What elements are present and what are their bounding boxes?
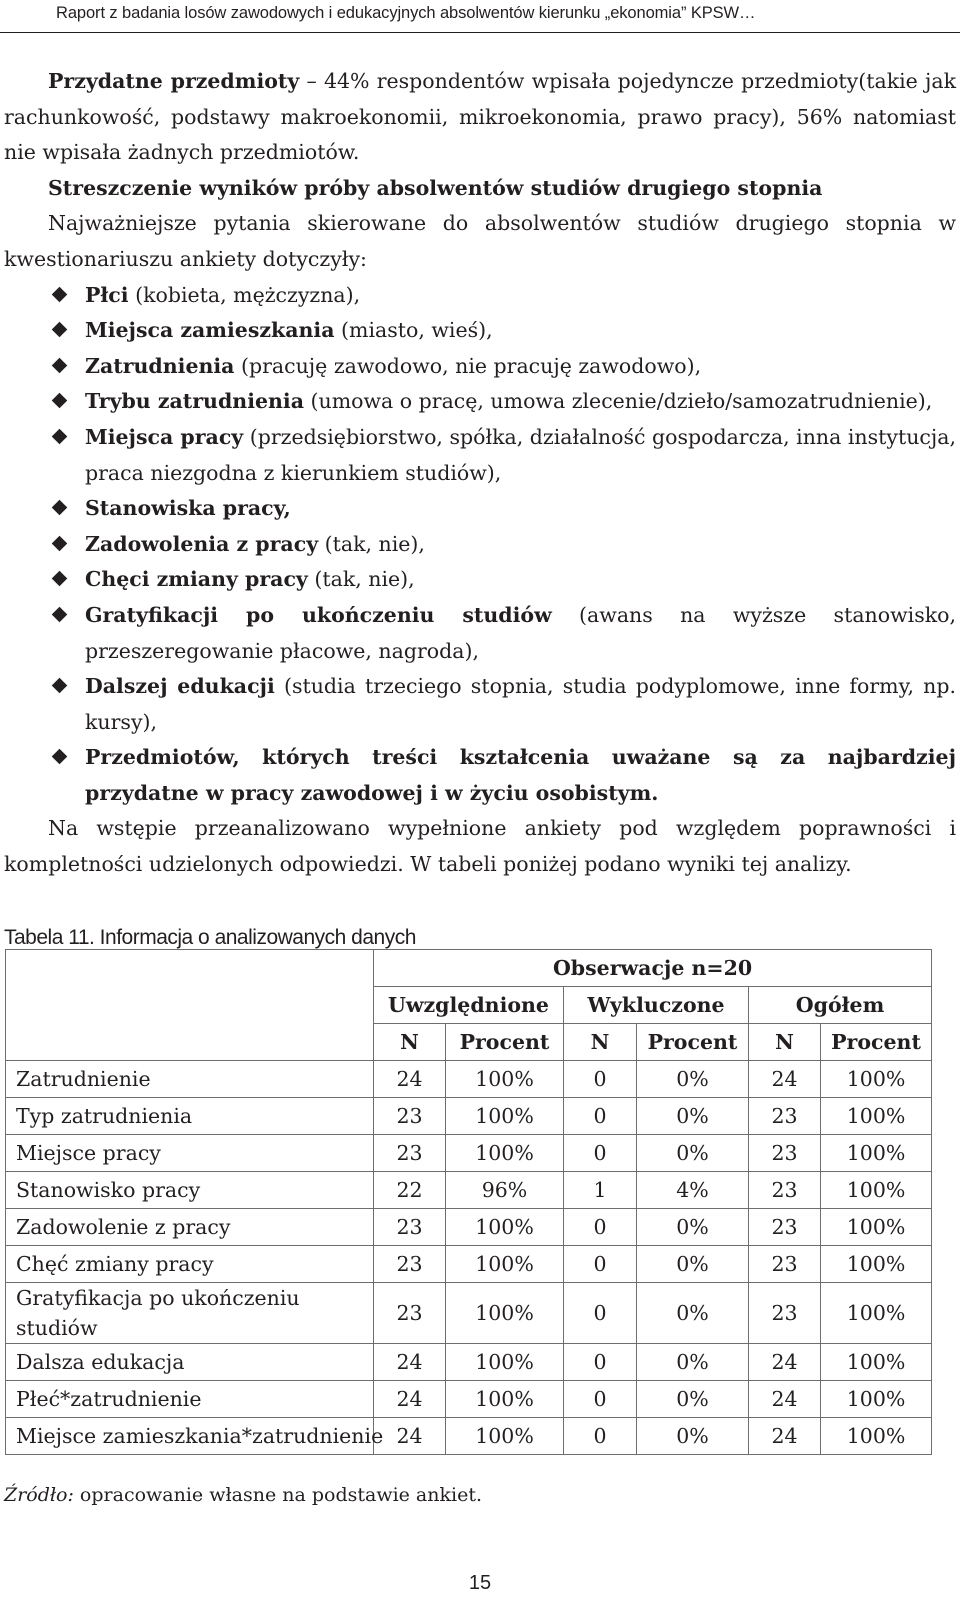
intro-rest: – 44% respondentów wpisała pojedyncze przedmioty(takie jak rachunkowość, podstawy makroekonomii, mikroekonomia, prawo pracy), 56% natomiast nie wpisała żadnych przedmiotów. — [4, 69, 957, 165]
table-cell: 100% — [821, 1381, 932, 1418]
table-cell: 24 — [374, 1418, 446, 1455]
table-cell: 0% — [637, 1418, 749, 1455]
intro-lead: Przydatne przedmioty — [48, 69, 300, 93]
table-row — [6, 1381, 932, 1418]
table-cell: 23 — [749, 1283, 821, 1344]
table-cell: 23 — [374, 1283, 446, 1344]
column-header-percent: Procent — [446, 1024, 564, 1061]
table-cell: 100% — [446, 1135, 564, 1172]
list-item-rest: (przedsiębiorstwo, spółka, działalność gospodarcza, inna instytucja, praca niezgodna z kierunkiem studiów), — [85, 424, 956, 485]
table-cell: 0 — [564, 1418, 637, 1455]
table-cell: 0 — [564, 1061, 637, 1098]
table-cell: 100% — [821, 1418, 932, 1455]
table-cell: 0% — [637, 1135, 749, 1172]
diamond-bullet-icon — [52, 607, 68, 623]
table-cell: 1 — [564, 1172, 637, 1209]
list-item — [4, 527, 956, 563]
table-cell: 100% — [821, 1172, 932, 1209]
table-row — [6, 1283, 932, 1344]
list-item — [4, 740, 956, 811]
table-cell: 23 — [749, 1098, 821, 1135]
column-header-percent: Procent — [637, 1024, 749, 1061]
list-item-bold: Trybu zatrudnienia — [85, 389, 304, 414]
table-cell: 100% — [821, 1344, 932, 1381]
table-cell: 24 — [749, 1344, 821, 1381]
running-header: Raport z badania losów zawodowych i edukacyjnych absolwentów kierunku „ekonomia” KPSW… — [56, 4, 756, 22]
table-cell: 0 — [564, 1209, 637, 1246]
table-caption: Tabela 11. Informacja o analizowanych danych — [4, 926, 416, 949]
list-item-rest: (studia trzeciego stopnia, studia podyplomowe, inne formy, np. kursy), — [85, 674, 956, 734]
diamond-bullet-icon — [52, 357, 68, 373]
list-item-rest: (kobieta, mężczyzna), — [128, 282, 361, 307]
row-label: Miejsce zamieszkania*zatrudnienie — [6, 1418, 374, 1455]
source-label: Źródło: — [4, 1484, 74, 1506]
table-cell: 0% — [637, 1283, 749, 1344]
list-item-bold: Dalszej edukacji — [85, 674, 275, 699]
closing-paragraph: Na wstępie przeanalizowano wypełnione ankiety pod względem poprawności i kompletności udzielonych odpowiedzi. W tabeli poniżej podano wyniki tej analizy. — [4, 816, 956, 877]
table-cell: 100% — [446, 1246, 564, 1283]
list-item-bold: Płci — [85, 282, 129, 307]
row-label: Płeć*zatrudnienie — [6, 1381, 374, 1418]
row-label: Gratyfikacja po ukończeniu studiów — [6, 1283, 374, 1344]
list-item — [4, 562, 956, 598]
topic-list — [4, 278, 956, 812]
table-cell: 0 — [564, 1135, 637, 1172]
table-cell: 23 — [749, 1246, 821, 1283]
table-cell: 23 — [374, 1209, 446, 1246]
subgroup-header: Wykluczone — [564, 987, 749, 1024]
table-cell: 100% — [446, 1283, 564, 1344]
table-row — [6, 1418, 932, 1455]
row-label: Miejsce pracy — [6, 1135, 374, 1172]
table-cell: 24 — [374, 1344, 446, 1381]
data-table — [5, 949, 932, 1455]
subgroup-header: Uwzględnione — [374, 987, 564, 1024]
list-item-rest: (tak, nie), — [307, 567, 415, 592]
list-item — [4, 420, 956, 491]
list-item-bold: Przedmiotów, których treści kształcenia uważane są za najbardziej przydatne w pracy zawodowej i w życiu osobistym. — [85, 745, 956, 805]
table-cell: 23 — [374, 1135, 446, 1172]
table-cell: 0% — [637, 1344, 749, 1381]
table-cell: 0 — [564, 1283, 637, 1344]
column-header-n: N — [749, 1024, 821, 1061]
list-item-bold: Stanowiska pracy, — [85, 496, 291, 521]
table-cell: 0% — [637, 1098, 749, 1135]
table-cell: 24 — [749, 1061, 821, 1098]
section-intro: Najważniejsze pytania skierowane do absolwentów studiów drugiego stopnia w kwestionariuszu ankiety dotyczyły: — [4, 211, 956, 271]
list-item-rest: (tak, nie), — [318, 531, 425, 556]
table-row — [6, 1135, 932, 1172]
table-cell: 0% — [637, 1209, 749, 1246]
table-cell: 24 — [749, 1381, 821, 1418]
table-cell: 24 — [374, 1061, 446, 1098]
table-cell: 100% — [821, 1098, 932, 1135]
subgroup-header: Ogółem — [749, 987, 932, 1024]
table-cell: 100% — [446, 1061, 564, 1098]
table-cell: 100% — [821, 1061, 932, 1098]
table-cell: 24 — [749, 1418, 821, 1455]
table-cell: 100% — [446, 1381, 564, 1418]
list-item — [4, 384, 956, 420]
list-item-rest: (miasto, wieś), — [334, 318, 493, 343]
empty-corner-cell — [6, 950, 374, 1061]
intro-paragraph — [4, 64, 956, 171]
table-cell: 100% — [821, 1283, 932, 1344]
table-cell: 0% — [637, 1381, 749, 1418]
list-item — [4, 278, 956, 314]
table-cell: 100% — [821, 1135, 932, 1172]
list-item — [4, 313, 956, 349]
table-row — [6, 1344, 932, 1381]
table-cell: 100% — [821, 1246, 932, 1283]
list-item — [4, 349, 956, 385]
source-text: opracowanie własne na podstawie ankiet. — [73, 1484, 483, 1506]
row-label: Zatrudnienie — [6, 1061, 374, 1098]
row-label: Dalsza edukacja — [6, 1344, 374, 1381]
table-row — [6, 1246, 932, 1283]
list-item-bold: Miejsca zamieszkania — [85, 318, 335, 343]
table-cell: 22 — [374, 1172, 446, 1209]
list-item-rest: (pracuję zawodowo, nie pracuję zawodowo), — [234, 353, 702, 378]
table-cell: 23 — [749, 1172, 821, 1209]
table-row — [6, 1098, 932, 1135]
diamond-bullet-icon — [52, 286, 68, 302]
table-cell: 0 — [564, 1098, 637, 1135]
table-cell: 100% — [446, 1209, 564, 1246]
column-header-percent: Procent — [821, 1024, 932, 1061]
table-row — [6, 1061, 932, 1098]
diamond-bullet-icon — [52, 535, 68, 551]
table-cell: 100% — [446, 1418, 564, 1455]
table-cell: 4% — [637, 1172, 749, 1209]
list-item-bold: Zatrudnienia — [85, 353, 235, 378]
diamond-bullet-icon — [52, 393, 68, 409]
table-cell: 0 — [564, 1344, 637, 1381]
table-source-note — [4, 1484, 482, 1506]
table-cell: 0% — [637, 1061, 749, 1098]
row-label: Typ zatrudnienia — [6, 1098, 374, 1135]
group-header: Obserwacje n=20 — [374, 950, 932, 987]
page-number: 15 — [468, 1572, 492, 1594]
diamond-bullet-icon — [52, 749, 68, 765]
table-cell: 96% — [446, 1172, 564, 1209]
table-cell: 0 — [564, 1246, 637, 1283]
section-title: Streszczenie wyników próby absolwentów studiów drugiego stopnia — [48, 175, 823, 200]
diamond-bullet-icon — [52, 322, 68, 338]
list-item-bold: Gratyfikacji po ukończeniu studiów — [85, 602, 552, 627]
list-item-rest: (umowa o pracę, umowa zlecenie/dzieło/samozatrudnienie), — [304, 389, 933, 414]
table-cell: 0 — [564, 1381, 637, 1418]
table-cell: 23 — [374, 1246, 446, 1283]
header-divider — [0, 32, 960, 33]
list-item-rest: (awans na wyższe stanowisko, przeszeregowanie płacowe, nagroda), — [85, 602, 956, 663]
row-label: Stanowisko pracy — [6, 1172, 374, 1209]
list-item — [4, 669, 956, 740]
table-cell: 24 — [374, 1381, 446, 1418]
diamond-bullet-icon — [52, 678, 68, 694]
diamond-bullet-icon — [52, 500, 68, 516]
list-item-bold: Miejsca pracy — [85, 424, 244, 449]
table-cell: 0% — [637, 1246, 749, 1283]
column-header-n: N — [564, 1024, 637, 1061]
table-cell: 23 — [749, 1135, 821, 1172]
table-row — [6, 1172, 932, 1209]
table-cell: 100% — [821, 1209, 932, 1246]
diamond-bullet-icon — [52, 429, 68, 445]
table-cell: 23 — [374, 1098, 446, 1135]
table-row — [6, 1209, 932, 1246]
list-item-bold: Chęci zmiany pracy — [85, 567, 308, 592]
body-text — [4, 64, 956, 883]
row-label: Zadowolenie z pracy — [6, 1209, 374, 1246]
row-label: Chęć zmiany pracy — [6, 1246, 374, 1283]
list-item-bold: Zadowolenia z pracy — [85, 531, 319, 556]
column-header-n: N — [374, 1024, 446, 1061]
list-item — [4, 598, 956, 669]
table-cell: 23 — [749, 1209, 821, 1246]
table-cell: 100% — [446, 1098, 564, 1135]
table-cell: 100% — [446, 1344, 564, 1381]
diamond-bullet-icon — [52, 571, 68, 587]
list-item — [4, 491, 956, 527]
